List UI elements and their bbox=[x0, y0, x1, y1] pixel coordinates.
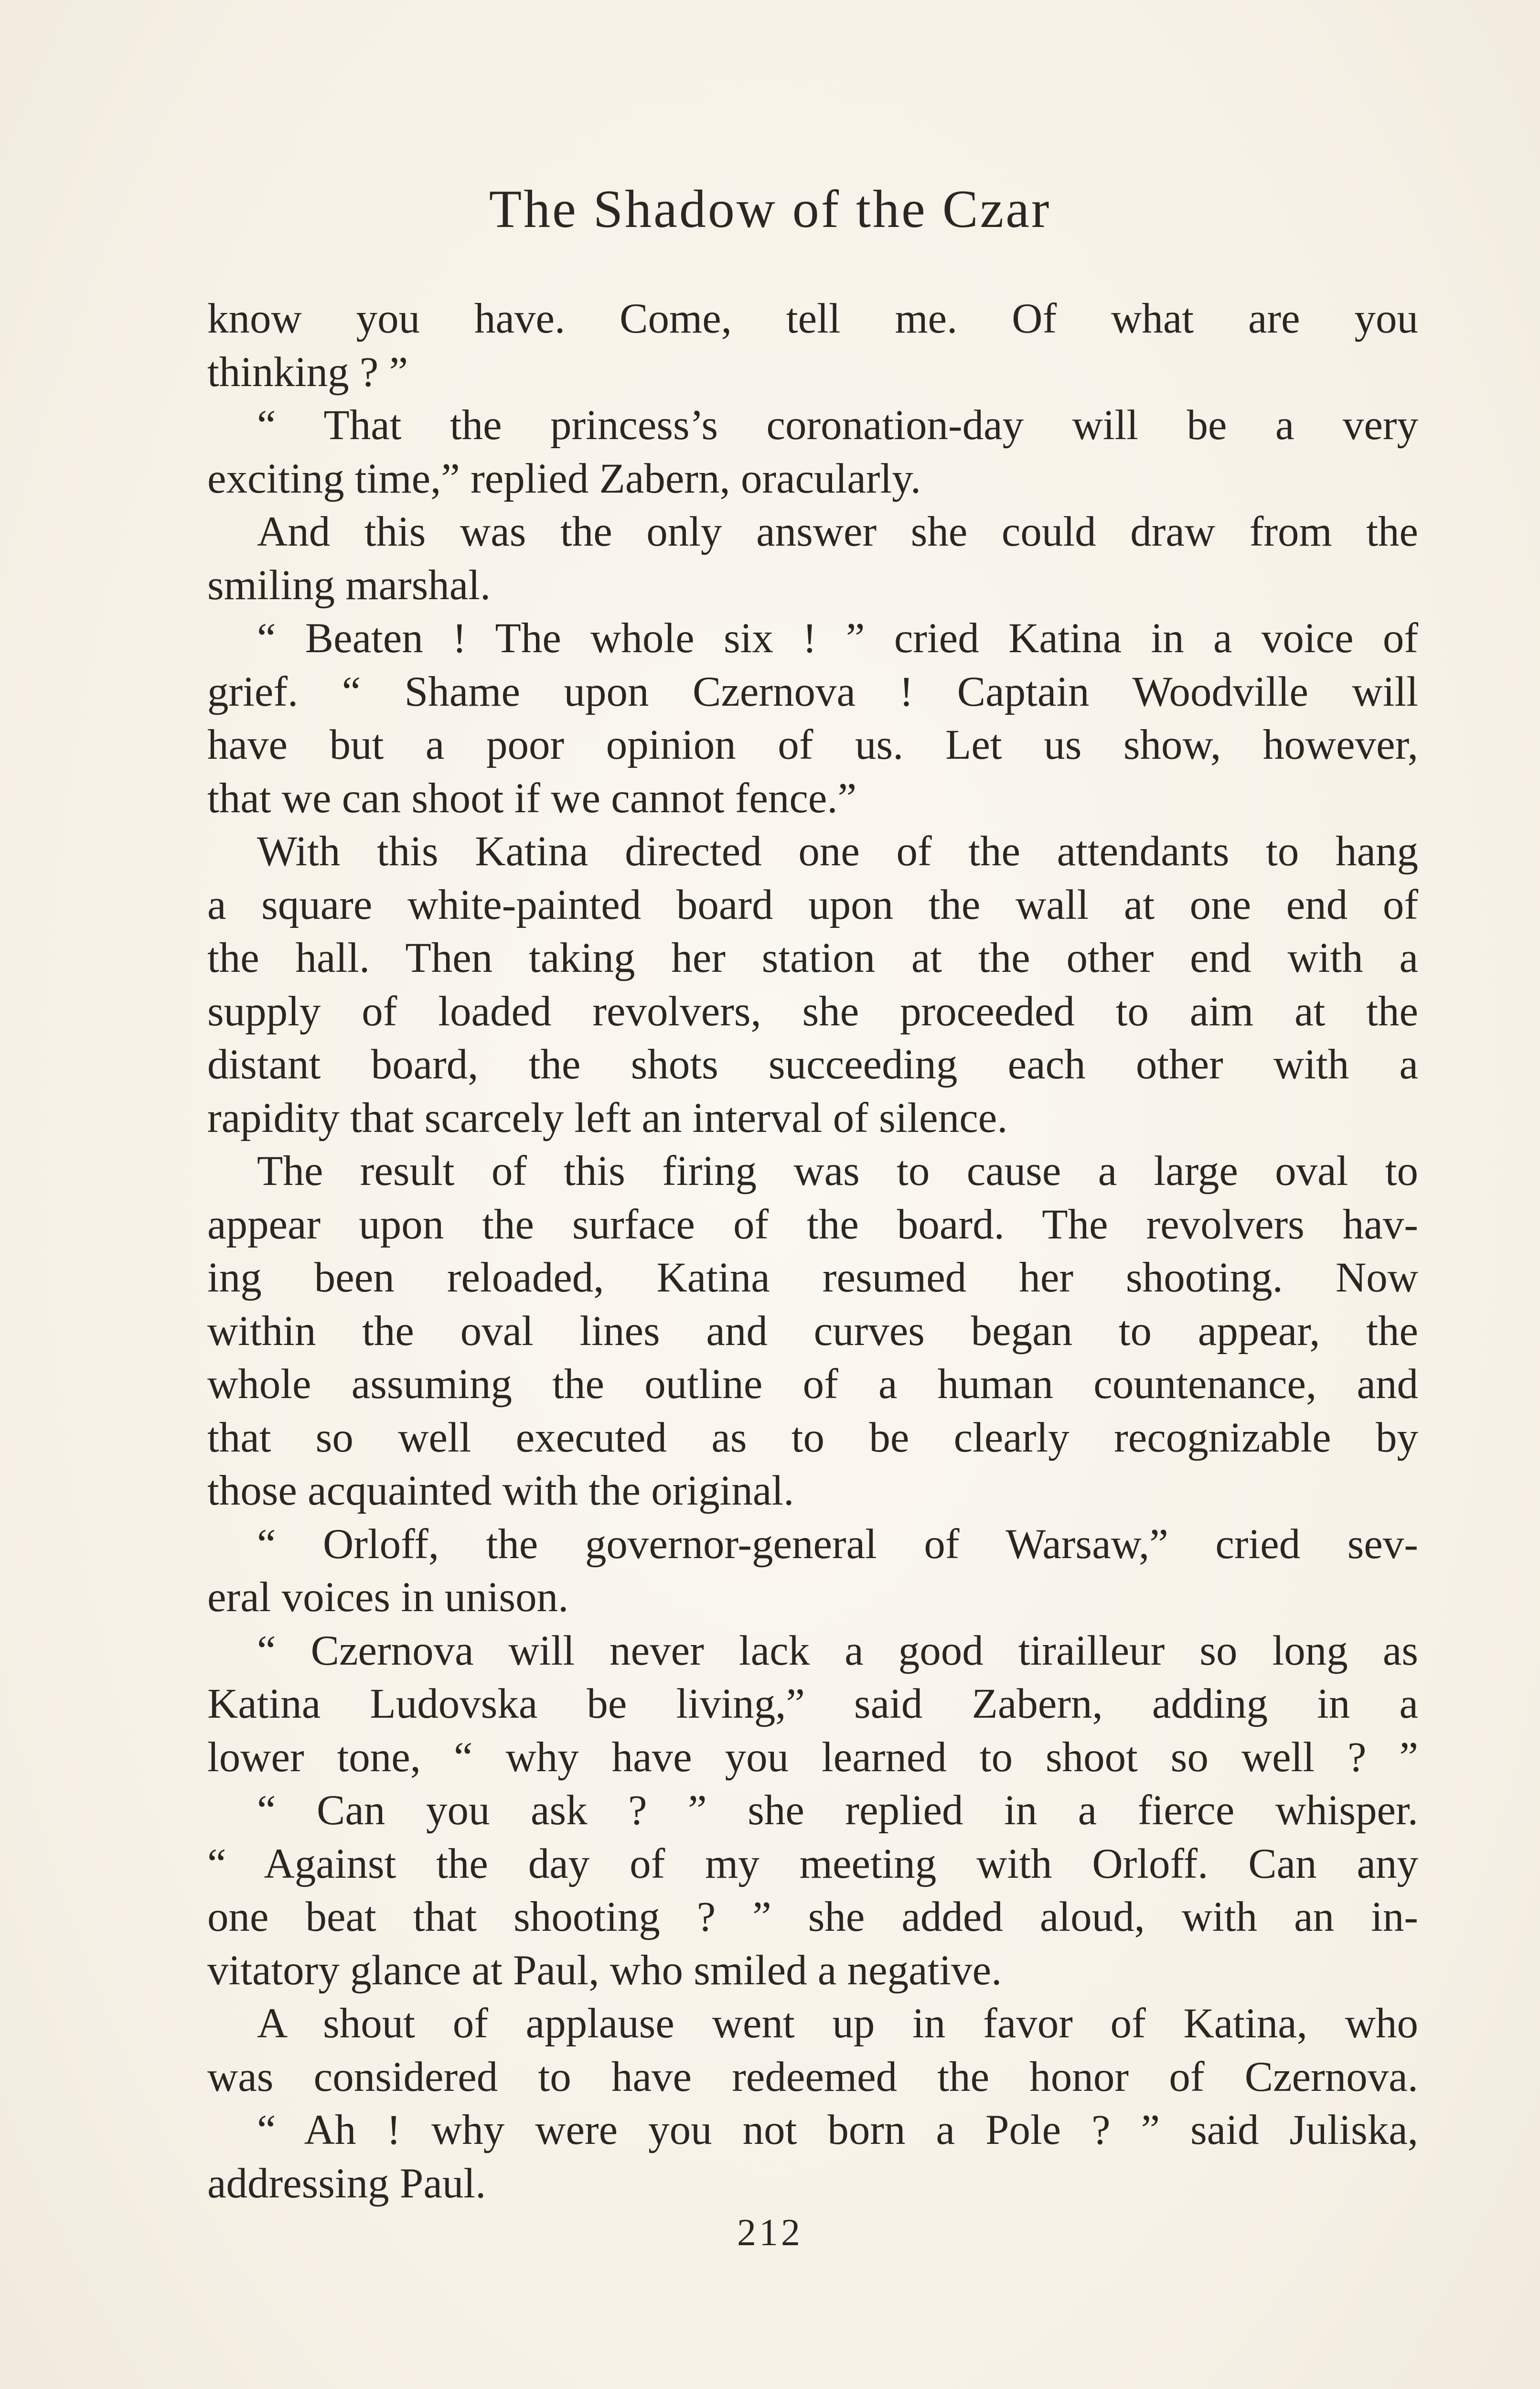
text-line: was considered to have redeemed the honor of Czernova. bbox=[207, 2053, 1418, 2100]
text-line: eral voices in unison. bbox=[207, 1574, 569, 1621]
text-line: smiling marshal. bbox=[207, 561, 491, 609]
text-line: “ That the princess’s coronation-day will be a very bbox=[257, 402, 1418, 449]
text-line: A shout of applause went up in favor of Katina, who bbox=[257, 2000, 1418, 2047]
text-line: exciting time,” replied Zabern, oracularly. bbox=[207, 455, 921, 502]
text-line: that so well executed as to be clearly recognizable by bbox=[207, 1414, 1418, 1461]
text-line: The result of this firing was to cause a large oval to bbox=[257, 1148, 1418, 1194]
text-line: one beat that shooting ? ” she added aloud, with an in- bbox=[207, 1894, 1418, 1940]
text-line: With this Katina directed one of the attendants to hang bbox=[257, 828, 1418, 875]
page-number: 212 bbox=[737, 2212, 803, 2254]
text-line: appear upon the surface of the board. The revolvers hav- bbox=[207, 1201, 1418, 1248]
text-line: “ Beaten ! The whole six ! ” cried Katina in a voice of bbox=[257, 615, 1418, 662]
text-line: know you have. Come, tell me. Of what are you bbox=[207, 295, 1418, 342]
body-text bbox=[207, 292, 1418, 2210]
text-line: within the oval lines and curves began to appear, the bbox=[207, 1307, 1418, 1355]
text-line: supply of loaded revolvers, she proceeded to aim at the bbox=[207, 988, 1418, 1035]
text-line: grief. “ Shame upon Czernova ! Captain Woodville will bbox=[207, 668, 1418, 715]
text-line: whole assuming the outline of a human countenance, and bbox=[207, 1361, 1418, 1408]
text-line: “ Against the day of my meeting with Orloff. Can any bbox=[207, 1840, 1418, 1887]
text-line: Katina Ludovska be living,” said Zabern, adding in a bbox=[207, 1680, 1418, 1727]
text-line: thinking ? ” bbox=[207, 348, 408, 396]
text-line: a square white-painted board upon the wall at one end of bbox=[207, 881, 1418, 928]
text-line: vitatory glance at Paul, who smiled a negative. bbox=[207, 1947, 1002, 1994]
text-line: rapidity that scarcely left an interval of silence. bbox=[207, 1094, 1008, 1141]
running-head: The Shadow of the Czar bbox=[489, 180, 1051, 239]
text-line: have but a poor opinion of us. Let us show, however, bbox=[207, 721, 1418, 768]
text-line: “ Orloff, the governor-general of Warsaw,” cried sev- bbox=[257, 1520, 1418, 1568]
text-line: that we can shoot if we cannot fence.” bbox=[207, 775, 857, 822]
text-line: “ Czernova will never lack a good tirailleur so long as bbox=[257, 1627, 1418, 1674]
text-line: distant board, the shots succeeding each other with a bbox=[207, 1041, 1418, 1088]
text-line: lower tone, “ why have you learned to shoot so well ? ” bbox=[207, 1733, 1418, 1781]
text-line: addressing Paul. bbox=[207, 2160, 486, 2207]
text-line: “ Can you ask ? ” she replied in a fierce whisper. bbox=[257, 1787, 1418, 1834]
text-line: And this was the only answer she could draw from the bbox=[257, 508, 1418, 555]
text-line: ing been reloaded, Katina resumed her shooting. Now bbox=[207, 1254, 1418, 1301]
text-line: “ Ah ! why were you not born a Pole ? ” said Juliska, bbox=[257, 2107, 1418, 2153]
text-line: the hall. Then taking her station at the other end with a bbox=[207, 935, 1418, 981]
text-line: those acquainted with the original. bbox=[207, 1467, 794, 1514]
